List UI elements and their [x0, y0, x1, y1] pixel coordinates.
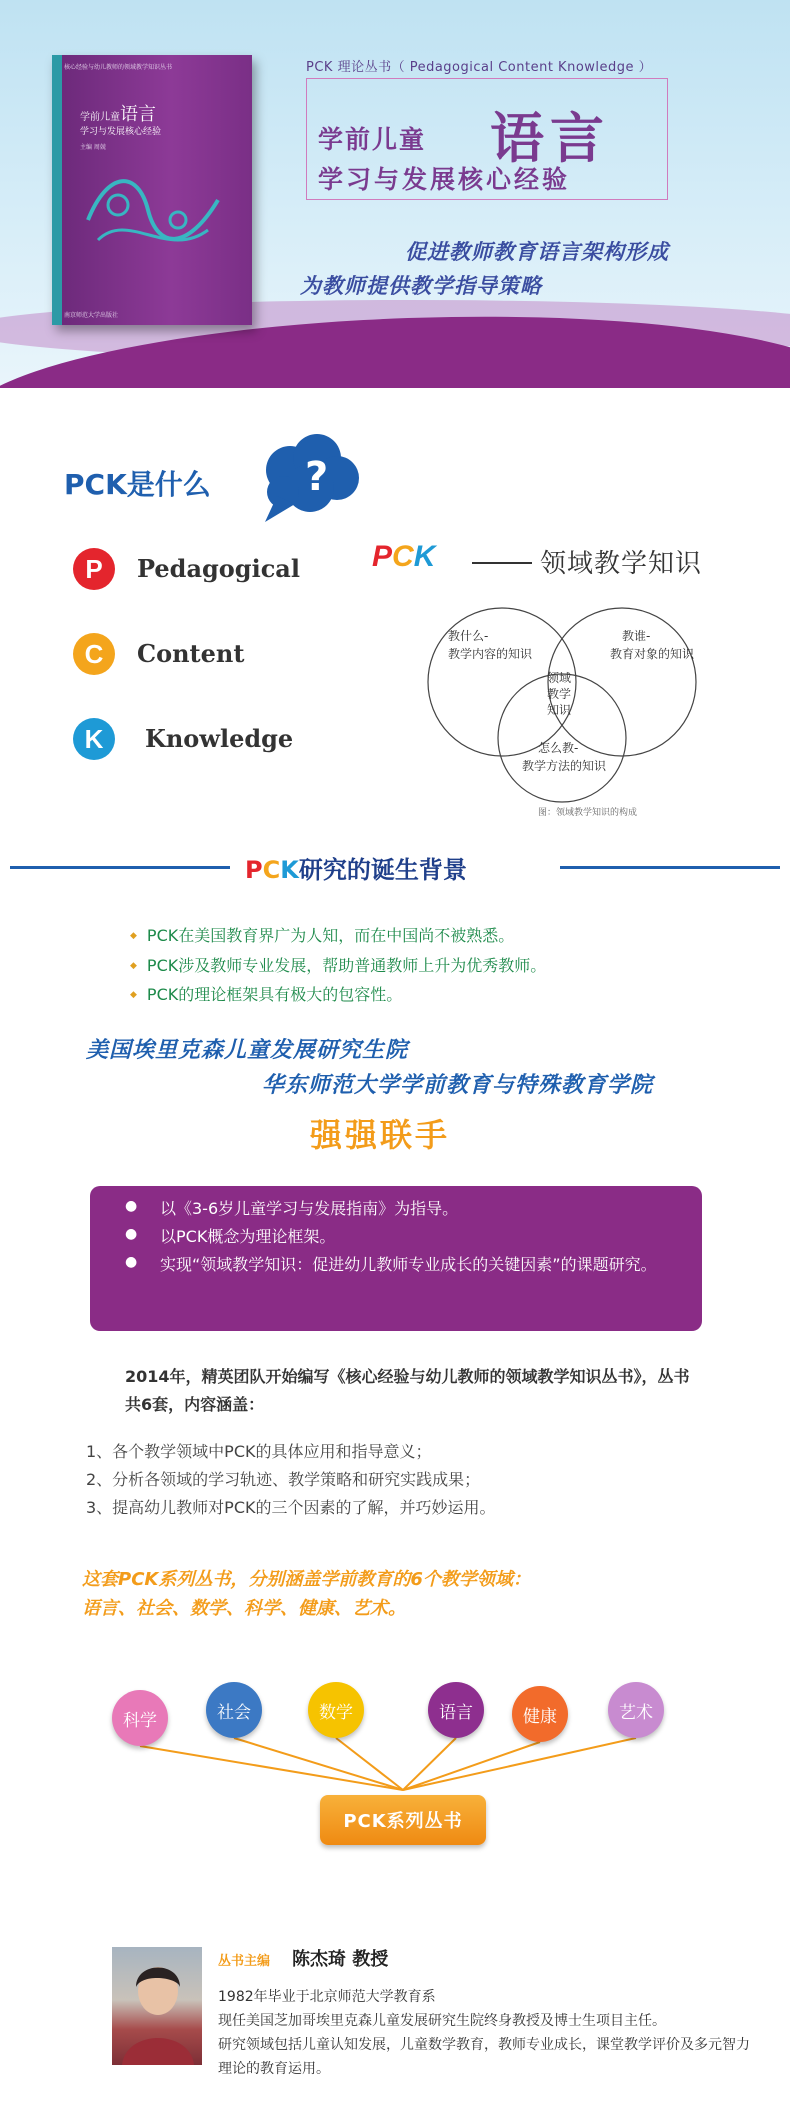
bubble-art: 艺术 [608, 1682, 664, 1738]
book-title-big: 语言 [120, 104, 156, 125]
venn-who-line2: 教育对象的知识 [610, 647, 695, 661]
editor-bio-line: 研究领域包括儿童认知发展，儿童数学教育，教师专业成长，课堂教学评价及多元智力理论的教育运用。 [218, 2037, 750, 2077]
venn-caption: 图：领域教学知识的构成 [538, 808, 638, 818]
series-label: PCK 理论丛书（ Pedagogical Content Knowledge ） [306, 60, 653, 75]
domain-teaching-knowledge-label: 领域教学知识 [540, 549, 703, 579]
question-cloud-icon [255, 430, 365, 530]
editor-name: 陈杰琦 教授 [292, 1949, 389, 1970]
word-pedagogical: Pedagogical [137, 554, 300, 583]
content-list-item: 2、分析各领域的学习轨迹、教学策略和研究实践成果； [86, 1470, 481, 1489]
venn-how-line2: 教学方法的知识 [522, 759, 607, 773]
book-publisher: 南京师范大学出版社 [64, 312, 119, 319]
content-list-item: 3、提高幼儿教师对PCK的三个因素的了解，并巧妙运用。 [86, 1498, 496, 1517]
book-author: 主编 周兢 [80, 144, 106, 151]
editor-label: 丛书主编 [218, 1954, 271, 1969]
editor-bio-line: 1982年毕业于北京师范大学教育系 [218, 1989, 436, 2005]
pck-series-box: PCK系列丛书 [320, 1795, 486, 1845]
slogan-line-1: 促进教师教育语言架构形成 [405, 240, 669, 264]
institution-ecnu: 华东师范大学学前教育与特殊教育学院 [262, 1073, 654, 1098]
venn-what-line1: 教什么- [448, 629, 489, 643]
background-bullet: ◆ PCK在美国教育界广为人知，而在中国尚不被熟悉。 [130, 923, 514, 946]
venn-what-line2: 教学内容的知识 [448, 647, 533, 661]
box-bullet-dot: ● [125, 1226, 138, 1242]
section-rule-left [10, 866, 230, 869]
bubble-science: 科学 [112, 1690, 168, 1746]
venn-center-line2: 教学 [547, 687, 572, 701]
banner-title-big: 语言 [490, 106, 610, 170]
box-bullet-text: 以PCK概念为理论框架。 [160, 1227, 336, 1246]
content-list-item: 1、各个教学领域中PCK的具体应用和指导意义； [86, 1442, 432, 1461]
venn-how-line1: 怎么教- [538, 741, 579, 755]
word-content: Content [137, 639, 245, 668]
slogan-line-2: 为教师提供教学指导策略 [300, 274, 542, 298]
book-cover-lettering-art [78, 150, 228, 270]
box-bullet-text: 以《3-6岁儿童学习与发展指南》为指导。 [160, 1199, 459, 1218]
series-note-line-1: 这套PCK系列丛书，分别涵盖学前教育的6个教学领域： [82, 1569, 531, 1590]
venn-center-line1: 领域 [547, 671, 572, 685]
book-top-line: 核心经验与幼儿教师的领域教学知识丛书 [64, 64, 173, 71]
strong-alliance-heading: 强强联手 [310, 1116, 451, 1154]
book-title-small: 学前儿童 [80, 112, 120, 123]
letter-p-circle: P [73, 548, 115, 590]
pck-what-title: PCK是什么 [64, 468, 211, 501]
series-intro-paragraph: 2014年，精英团队开始编写《核心经验与幼儿教师的领域教学知识丛书》，丛书共6套，内容涵盖： [125, 1367, 690, 1414]
background-section-title: PCK研究的诞生背景 [245, 856, 467, 884]
editor-photo [112, 1947, 202, 2065]
bubble-math: 数学 [308, 1682, 364, 1738]
bubble-society: 社会 [206, 1682, 262, 1738]
title-dash [472, 562, 532, 564]
cloud-question-mark: ? [305, 454, 329, 500]
series-note-line-2: 语言、社会、数学、科学、健康、艺术。 [82, 1598, 406, 1619]
box-bullet-text: 实现“领域教学知识：促进幼儿教师专业成长的关键因素”的课题研究。 [160, 1255, 657, 1274]
venn-diagram [410, 600, 740, 805]
editor-portrait-icon [112, 1947, 202, 2065]
letter-c-circle: C [73, 633, 115, 675]
section-rule-right [560, 866, 780, 869]
banner-title-small: 学前儿童 [318, 125, 427, 154]
book-title-sub: 学习与发展核心经验 [80, 127, 162, 137]
venn-center-line3: 知识 [547, 703, 572, 717]
box-bullet-dot: ● [125, 1254, 138, 1270]
bubble-language: 语言 [428, 1682, 484, 1738]
venn-who-line1: 教谁- [622, 629, 651, 643]
letter-k-circle: K [73, 718, 115, 760]
pck-colored-title: PCK [372, 540, 436, 573]
box-bullet-dot: ● [125, 1198, 138, 1214]
editor-bio-line: 现任美国芝加哥埃里克森儿童发展研究生院终身教授及博士生项目主任。 [218, 2013, 666, 2029]
background-bullet: ◆ PCK涉及教师专业发展，帮助普通教师上升为优秀教师。 [130, 953, 546, 976]
bubble-health: 健康 [512, 1686, 568, 1742]
word-knowledge: Knowledge [145, 724, 294, 753]
banner-title-sub: 学习与发展核心经验 [318, 165, 571, 194]
institution-erikson: 美国埃里克森儿童发展研究生院 [86, 1038, 409, 1063]
background-bullet: ◆ PCK的理论框架具有极大的包容性。 [130, 982, 402, 1005]
